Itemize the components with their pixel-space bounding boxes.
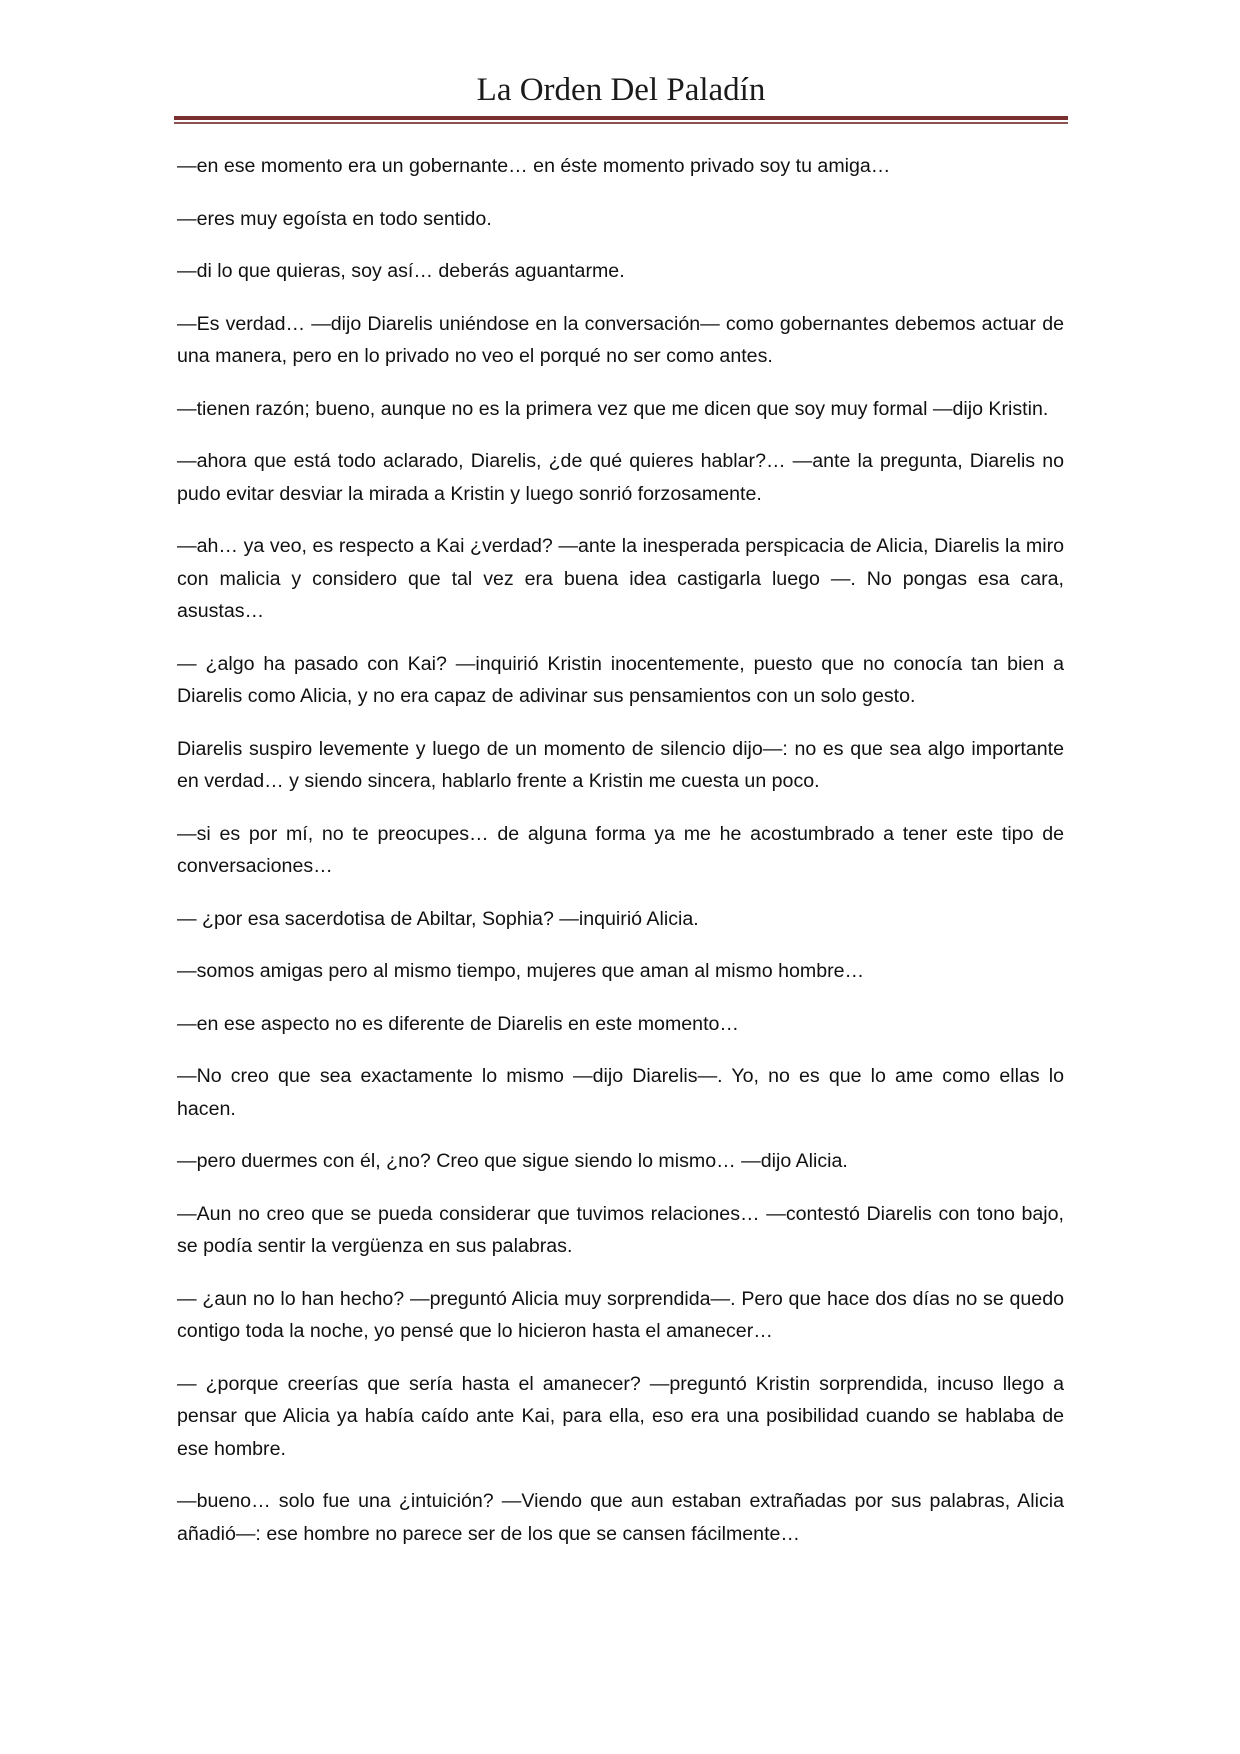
paragraph: —pero duermes con él, ¿no? Creo que sigue siendo lo mismo… —dijo Alicia.: [177, 1150, 848, 1172]
paragraph: —Aun no creo que se pueda considerar que tuvimos relaciones… —contestó Diarelis con tono bajo, se podía sentir la vergüenza en sus palabras.: [177, 1202, 1064, 1257]
header-rule: [174, 116, 1068, 126]
paragraph: —tienen razón; bueno, aunque no es la primera vez que me dicen que soy muy formal —dijo Kristin.: [177, 397, 1049, 420]
paragraph: —No creo que sea exactamente lo mismo —dijo Diarelis—. Yo, no es que lo ame como ellas lo hacen.: [177, 1065, 1064, 1120]
paragraph: —en ese aspecto no es diferente de Diarelis en este momento…: [177, 1012, 739, 1035]
paragraph: — ¿porque creerías que sería hasta el amanecer? —preguntó Kristin sorprendida, incuso llego a pensar que Alicia ya había caído ante Kai, para ella, eso era una posibilidad cuando se hablaba de ese hombre.: [177, 1372, 1064, 1460]
header-rule-thin: [174, 122, 1068, 124]
paragraph: — ¿algo ha pasado con Kai? —inquirió Kristin inocentemente, puesto que no conocía tan bien a Diarelis como Alicia, y no era capaz de adivinar sus pensamientos con un solo gesto.: [177, 652, 1064, 707]
paragraph: —somos amigas pero al mismo tiempo, mujeres que aman al mismo hombre…: [177, 960, 865, 982]
paragraph: — ¿por esa sacerdotisa de Abiltar, Sophia? —inquirió Alicia.: [177, 907, 699, 930]
paragraph: Diarelis suspiro levemente y luego de un momento de silencio dijo—: no es que sea algo importante en verdad… y siendo sincera, hablarlo frente a Kristin me cuesta un poco.: [177, 737, 1064, 792]
paragraph: —ah… ya veo, es respecto a Kai ¿verdad? —ante la inesperada perspicacia de Alicia, Diarelis la miro con malicia y considero que tal vez era buena idea castigarla luego —. No pongas esa cara, asustas…: [177, 535, 1064, 622]
paragraph: — ¿aun no lo han hecho? —preguntó Alicia muy sorprendida—. Pero que hace dos días no se quedo contigo toda la noche, yo pensé que lo hicieron hasta el amanecer…: [177, 1287, 1064, 1342]
paragraph: —ahora que está todo aclarado, Diarelis, ¿de qué quieres hablar?… —ante la pregunta, Diarelis no pudo evitar desviar la mirada a Kristin y luego sonrió forzosamente.: [177, 450, 1064, 505]
paragraph: —Es verdad… —dijo Diarelis uniéndose en la conversación— como gobernantes debemos actuar de una manera, pero en lo privado no veo el porqué no ser como antes.: [177, 312, 1064, 367]
page-header: [174, 70, 1068, 110]
paragraph: —bueno… solo fue una ¿intuición? —Viendo que aun estaban extrañadas por sus palabras, Alicia añadió—: ese hombre no parece ser de los que se cansen fácilmente…: [177, 1490, 1064, 1545]
page-title: La Orden Del Paladín: [476, 72, 766, 108]
paragraph: —si es por mí, no te preocupes… de alguna forma ya me he acostumbrado a tener este tipo de conversaciones…: [177, 822, 1064, 877]
text-body: [177, 150, 1064, 1570]
paragraph: —di lo que quieras, soy así… deberás aguantarme.: [177, 260, 625, 282]
paragraph: —en ese momento era un gobernante… en éste momento privado soy tu amiga…: [177, 155, 891, 177]
paragraph: —eres muy egoísta en todo sentido.: [177, 207, 492, 230]
header-rule-thick: [174, 116, 1068, 120]
